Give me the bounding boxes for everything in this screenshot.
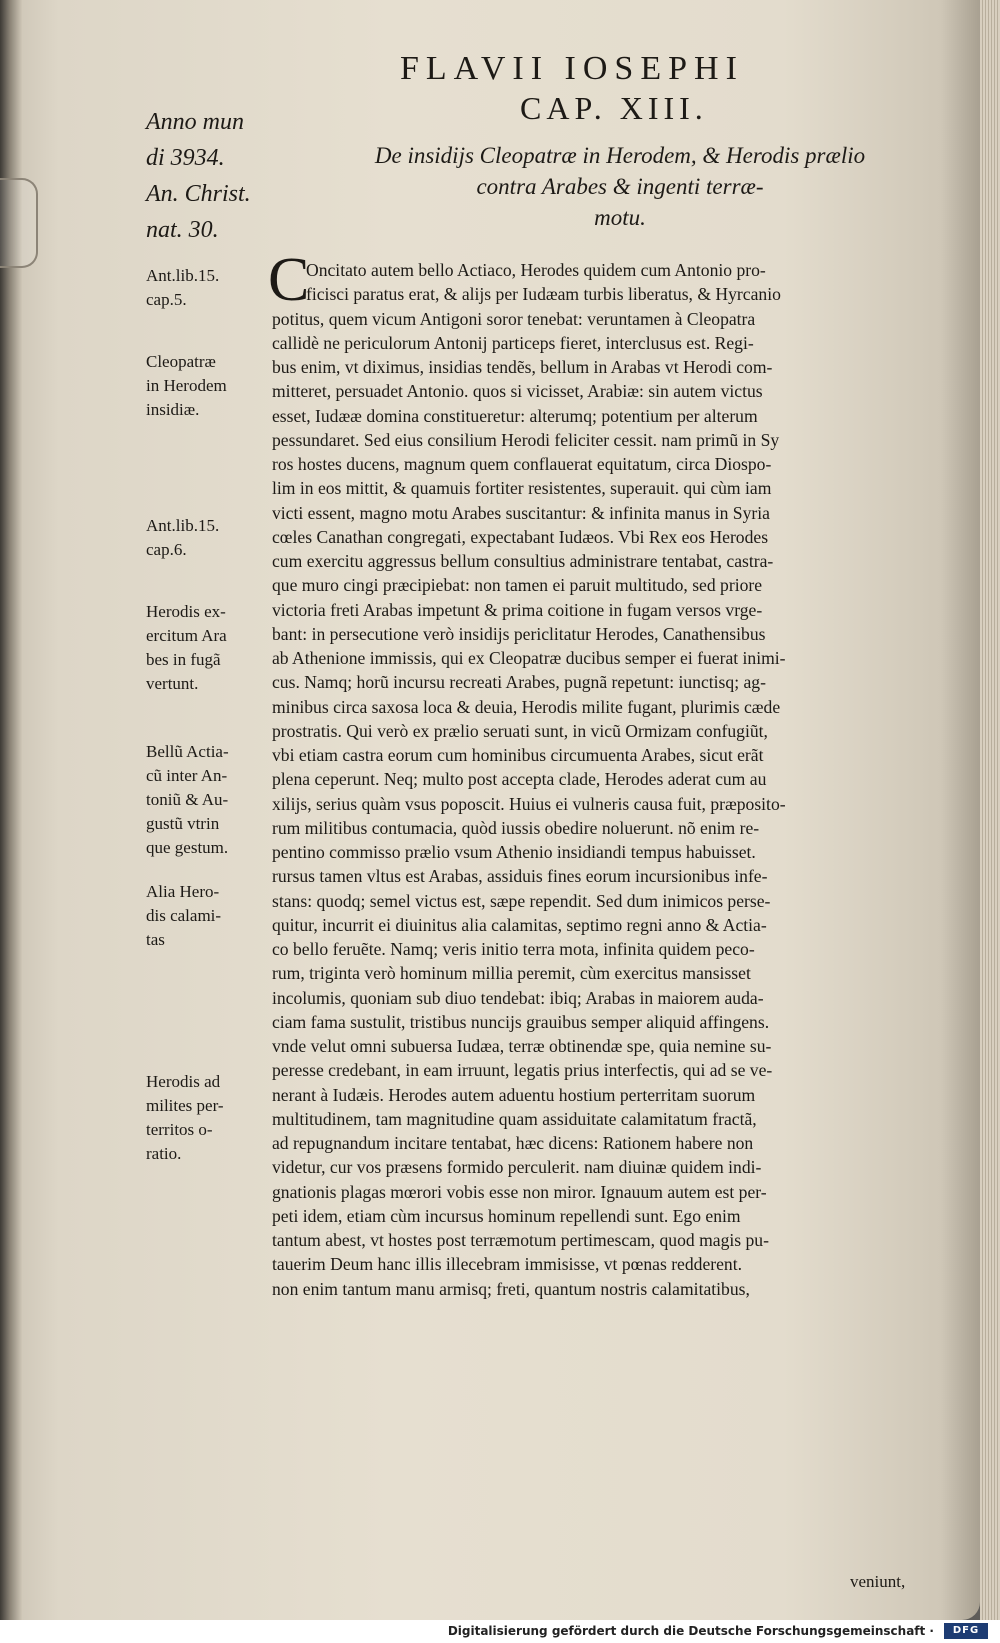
body-line: peti idem, etiam cùm incursus hominum repellendi sunt. Ego enim xyxy=(272,1205,741,1226)
chapter-title-line: contra Arabes & ingenti terræ- xyxy=(476,174,764,199)
margin-note-line: tas xyxy=(146,930,165,949)
body-line: minibus circa saxosa loca & deuia, Herodis milite fugant, plurimis cæde xyxy=(272,696,781,717)
body-line: nerant à Iudæis. Herodes autem aduentu hostium perterritam suorum xyxy=(272,1084,756,1105)
margin-note-line: Cleopatræ xyxy=(146,352,216,371)
body-line: pentino commisso prælio vsum Athenio insidiandi tempus habuisset. xyxy=(272,842,756,862)
margin-note-line: Alia Hero- xyxy=(146,882,220,901)
margin-note xyxy=(146,740,268,860)
body-line: cœles Canathan congregati, expectabant Iudæos. Vbi Rex eos Herodes xyxy=(272,526,769,547)
margin-note-line: Ant.lib.15. xyxy=(146,516,220,535)
margin-note-line: Herodis ad xyxy=(146,1072,221,1091)
body-line: incolumis, quoniam sub diuo tendebat: ibiq; Arabas in maiorem auda- xyxy=(272,987,764,1008)
body-line: co bello feruẽte. Namq; veris initio terra mota, infinita quidem peco- xyxy=(272,939,755,959)
body-line: ad repugnandum incitare tentabat, hæc dicens: Rationem habere non xyxy=(272,1133,754,1153)
margin-note-line: cũ inter An- xyxy=(146,766,228,785)
margin-note-line: ratio. xyxy=(146,1144,182,1163)
body-line: vbi etiam castra eorum cum hominibus circumuenta Arabes, sicut erãt xyxy=(272,745,764,765)
margin-note-line: territos o- xyxy=(146,1120,213,1139)
chapter-heading: CAP. XIII. xyxy=(520,90,708,126)
body-line: callidè ne periculorum Antonij particeps fieret, interclusus est. Regi- xyxy=(272,332,754,353)
margin-note-line: cap.5. xyxy=(146,290,187,309)
digitization-footer xyxy=(0,1620,1000,1643)
body-line: que muro cingi præcipiebat: non tamen ei paruit multitudo, sed priore xyxy=(272,575,763,596)
margin-note xyxy=(146,1070,268,1166)
body-line: gnationis plagas mœrori vobis esse non miror. Ignauum autem est per- xyxy=(272,1181,767,1202)
date-note-line: Anno mun xyxy=(146,109,244,135)
date-margin-note xyxy=(146,104,251,248)
chapter-title-line: De insidijs Cleopatræ in Herodem, & Herodis prælio xyxy=(374,143,866,168)
margin-note-line: vertunt. xyxy=(146,674,199,693)
body-line: plena ceperunt. Neq; multo post accepta clade, Herodes aderat cum au xyxy=(272,769,767,790)
body-line: rursus tamen vltus est Arabas, assiduis fines eorum incursionibus infe- xyxy=(272,866,768,887)
body-line: stans: quodq; semel victus est, sæpe rependit. Sed dum inimicos perse- xyxy=(272,890,771,911)
chapter-title xyxy=(330,140,910,233)
body-line: prostratis. Qui verò ex prælio seruati sunt, in vicũ Ormizam confugiũt, xyxy=(272,720,768,741)
margin-note xyxy=(146,264,268,312)
body-text xyxy=(272,258,932,1301)
page-tab-clip xyxy=(0,178,38,268)
dfg-logo: DFG xyxy=(944,1623,988,1639)
body-line: victi essent, magno motu Arabes suscitantur: & infinita manus in Syria xyxy=(272,502,770,523)
margin-note-line: milites per- xyxy=(146,1096,224,1115)
body-line: quitur, incurrit ei diuinitus alia calamitas, septimo regni anno & Actia- xyxy=(272,914,767,935)
body-line: tantum abest, vt hostes post terræmotum pertimescam, quod magis pu- xyxy=(272,1230,769,1250)
body-line: vnde velut omni subuersa Iudæa, terræ obtinendæ spe, quia nemine su- xyxy=(272,1036,772,1056)
margin-note-line: Herodis ex- xyxy=(146,602,226,621)
margin-note-line: dis calami- xyxy=(146,906,222,925)
margin-note xyxy=(146,880,268,952)
margin-note-line: toniũ & Au- xyxy=(146,790,229,809)
body-line: ros hostes ducens, magnum quem conflauerat equitatum, circa Diospo- xyxy=(272,454,772,474)
body-line: cum exercitu aggressus bellum consultius administrare tentabat, castra- xyxy=(272,551,774,571)
body-line: victoria freti Arabas impetunt & prima coitione in fugam versos vrge- xyxy=(272,599,763,620)
body-line: xilijs, serius quàm vsus poposcit. Huius ei vulneris causa fuit, præposito- xyxy=(272,793,786,814)
body-line: potitus, quem vicum Antigoni soror tenebat: veruntamen à Cleopatra xyxy=(272,308,756,329)
body-line: rum, triginta verò hominum millia peremit, cùm exercitus mansisset xyxy=(272,963,751,984)
date-note-line: An. Christ. xyxy=(146,181,251,207)
body-line: pessundaret. Sed eius consilium Herodi feliciter cessit. nam primũ in Sy xyxy=(272,429,780,450)
body-line: non enim tantum manu armisq; freti, quantum nostris calamitatibus, xyxy=(272,1278,750,1299)
margin-note xyxy=(146,514,268,562)
body-line: ficisci paratus erat, & alijs per Iudæam turbis liberatus, & Hyrcanio xyxy=(306,284,781,305)
margin-note-line: Ant.lib.15. xyxy=(146,266,220,285)
body-line: lim in eos mittit, & quamuis fortiter resistentes, superauit. qui cùm iam xyxy=(272,478,772,499)
body-line: peresse credebant, in eam irruunt, legatis prius interfectis, qui ad se ve- xyxy=(272,1060,773,1081)
body-line: esset, Iudææ domina constitueretur: alterumq; potentium per alterum xyxy=(272,405,758,426)
date-note-line: di 3934. xyxy=(146,145,225,171)
running-head: FLAVII IOSEPHI xyxy=(400,50,744,87)
catchword: veniunt, xyxy=(850,1572,906,1591)
margin-note-line: Bellũ Actia- xyxy=(146,742,229,761)
body-line: rum militibus contumacia, quòd iussis obedire noluerunt. nõ enim re- xyxy=(272,817,760,838)
chapter-title-line: motu. xyxy=(594,205,646,230)
body-line: ab Athenione immissis, qui ex Cleopatræ ducibus semper ei fuerat inimi- xyxy=(272,648,786,668)
body-line: multitudinem, tam magnitudine quam assiduitate calamitatum fractã, xyxy=(272,1108,757,1129)
margin-note-line: bes in fugã xyxy=(146,650,221,669)
body-line: tauerim Deum hanc illis illecebram immisisse, vt pœnas redderent. xyxy=(272,1254,743,1275)
body-line: Oncitato autem bello Actiaco, Herodes quidem cum Antonio pro- xyxy=(306,260,766,280)
margin-note-line: in Herodem xyxy=(146,376,227,395)
date-note-line: nat. 30. xyxy=(146,217,219,243)
body-line: ciam fama sustulit, tristibus nuncijs grauibus semper aliquid affingens. xyxy=(272,1011,770,1032)
margin-note-line: ercitum Ara xyxy=(146,626,227,645)
margin-note xyxy=(146,350,268,422)
margin-note-line: cap.6. xyxy=(146,540,187,559)
page-edges xyxy=(980,0,1000,1643)
body-line: cus. Namq; horũ incursu recreati Arabes, pugnã repetunt: iunctisq; ag- xyxy=(272,672,766,693)
body-line: bus enim, vt diximus, insidias tendẽs, bellum in Arabas vt Herodi com- xyxy=(272,357,773,377)
body-line: mitteret, persuadet Antonio. quos si vicisset, Arabiæ: sin autem victus xyxy=(272,381,763,402)
body-line: bant: in persecutione verò insidijs periclitatur Herodes, Canathensibus xyxy=(272,623,766,644)
margin-note-line: gustũ vtrin xyxy=(146,814,220,833)
drop-cap: C xyxy=(268,246,310,314)
footer-credit: Digitalisierung gefördert durch die Deutsche Forschungsgemeinschaft · xyxy=(447,1624,934,1638)
margin-note-line: que gestum. xyxy=(146,838,229,857)
margin-note xyxy=(146,600,268,696)
body-line: videtur, cur vos præsens formido perculerit. nam diuinæ quidem indi- xyxy=(272,1157,762,1178)
margin-note-line: insidiæ. xyxy=(146,400,200,419)
